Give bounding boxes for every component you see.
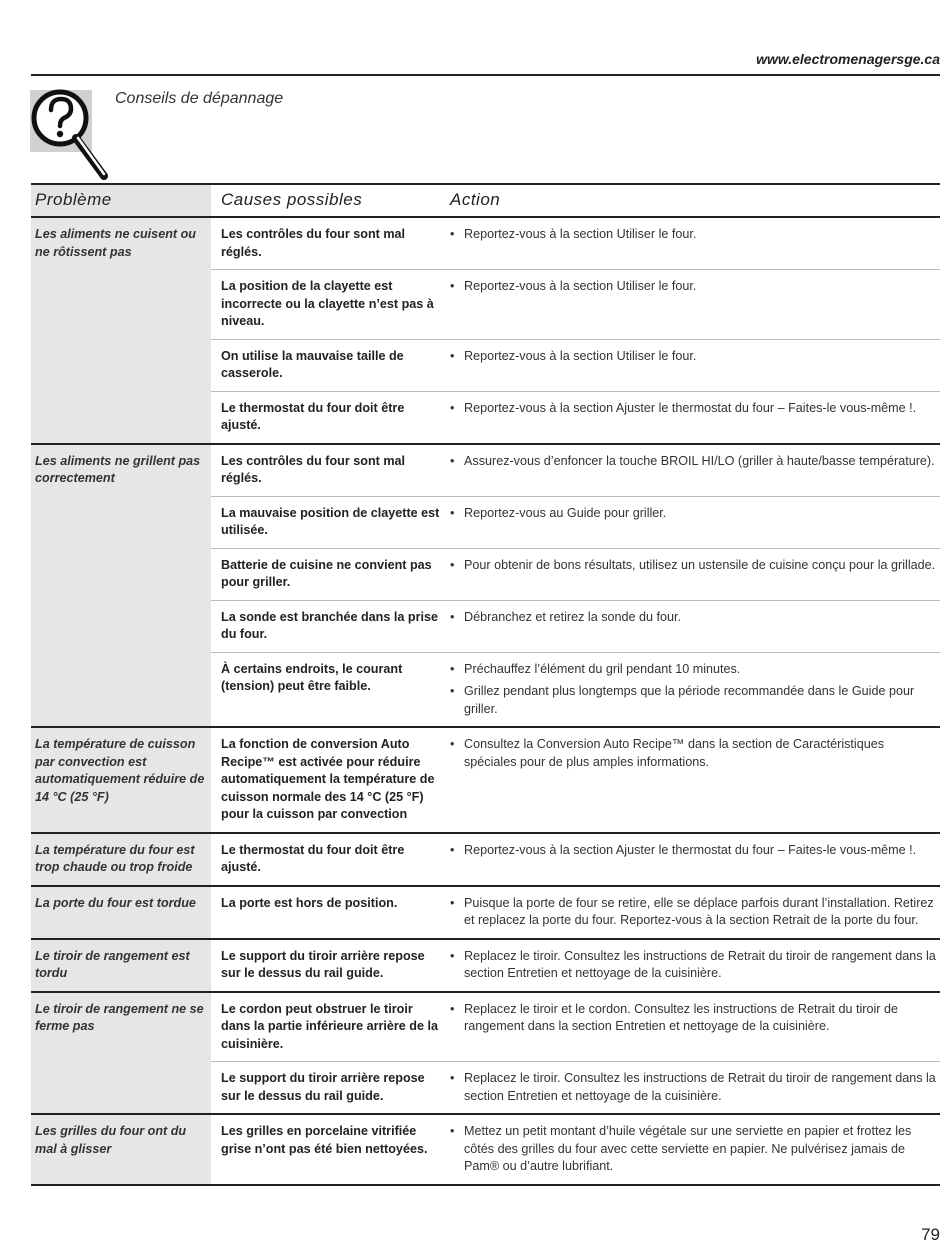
cause-cell: À certains endroits, le courant (tension) peut être faible.: [211, 652, 446, 727]
bullet-icon: •: [450, 1071, 455, 1085]
cause-cell: Le thermostat du four doit être ajusté.: [211, 833, 446, 886]
action-text: Replacez le tiroir. Consultez les instructions de Retrait du tiroir de rangement dans la section Entretien et nettoyage de la cuisinière.: [464, 1071, 936, 1103]
bullet-icon: •: [450, 400, 455, 415]
bullet-icon: •: [450, 227, 455, 241]
action-text: Reportez-vous à la section Ajuster le thermostat du four – Faites-le vous-même !.: [464, 842, 917, 857]
table-row: [31, 992, 940, 1062]
site-url[interactable]: www.electromenagersge.ca: [756, 51, 940, 67]
action-cell: [446, 939, 940, 992]
action-cell: [446, 1062, 940, 1115]
problem-cell: La température du four est trop chaude ou trop froide: [31, 833, 211, 886]
action-item: [450, 895, 936, 930]
cause-cell: On utilise la mauvaise taille de casserole.: [211, 339, 446, 391]
action-cell: [446, 992, 940, 1062]
action-item: [450, 400, 936, 418]
action-item: [450, 453, 936, 471]
action-cell: [446, 270, 940, 340]
bullet-icon: •: [450, 348, 455, 363]
bullet-icon: •: [450, 505, 455, 520]
action-item: [450, 683, 936, 718]
cause-cell: Les grilles en porcelaine vitrifiée grise n’ont pas été bien nettoyées.: [211, 1114, 446, 1185]
action-text: Reportez-vous à la section Utiliser le four.: [464, 227, 697, 241]
bullet-icon: •: [450, 279, 455, 293]
page-number: 79: [921, 1225, 940, 1244]
action-text: Débranchez et retirez la sonde du four.: [464, 609, 682, 624]
action-cell: [446, 600, 940, 652]
cause-cell: La position de la clayette est incorrecte ou la clayette n’est pas à niveau.: [211, 270, 446, 340]
table-row: [31, 886, 940, 939]
action-item: [450, 1001, 936, 1036]
cause-cell: La porte est hors de position.: [211, 886, 446, 939]
bullet-icon: •: [450, 609, 455, 624]
cause-cell: La fonction de conversion Auto Recipe™ est activée pour réduire automatiquement la température de cuisson normale des 14 °C (25 °F) pour la cuisson par convection: [211, 727, 446, 833]
action-cell: [446, 217, 940, 270]
action-text: Mettez un petit montant d’huile végétale sur une serviette en papier et frottez les côtés des grilles du four avec cette serviette en papier. Ne pulvérisez jamais de Pam® ou d’autre lubrifiant.: [464, 1124, 912, 1173]
column-header-problem: Problème: [31, 184, 211, 217]
action-text: Reportez-vous à la section Ajuster le thermostat du four – Faites-le vous-même !.: [464, 400, 917, 415]
action-text: Consultez la Conversion Auto Recipe™ dans la section de Caractéristiques spéciales pour de plus amples informations.: [464, 737, 885, 769]
top-rule: [31, 74, 940, 76]
action-text: Préchauffez l’élément du gril pendant 10 minutes.: [464, 661, 741, 676]
action-item: [450, 505, 936, 523]
cause-cell: Les contrôles du four sont mal réglés.: [211, 217, 446, 270]
column-header-causes: Causes possibles: [211, 184, 446, 217]
action-item: [450, 226, 936, 244]
problem-cell: Les aliments ne cuisent ou ne rôtissent pas: [31, 217, 211, 444]
action-text: Pour obtenir de bons résultats, utilisez un ustensile de cuisine conçu pour la grillade.: [464, 557, 936, 572]
problem-cell: Les grilles du four ont du mal à glisser: [31, 1114, 211, 1185]
question-magnifier-icon: [30, 88, 114, 184]
action-cell: [446, 339, 940, 391]
action-text: Assurez-vous d’enfoncer la touche BROIL HI/LO (griller à haute/basse température).: [464, 453, 935, 468]
action-cell: [446, 548, 940, 600]
bullet-icon: •: [450, 948, 455, 963]
table-row: [31, 727, 940, 833]
action-text: Puisque la porte de four se retire, elle se déplace parfois durant l’installation. Retirez et replacez la porte du four. Reportez-vous à la section Retrait de la porte du four.: [464, 895, 934, 927]
action-item: [450, 1123, 936, 1176]
action-item: [450, 736, 936, 771]
action-cell: [446, 886, 940, 939]
section-title: Conseils de dépannage: [115, 90, 284, 107]
action-item: [450, 609, 936, 627]
action-text: Replacez le tiroir. Consultez les instructions de Retrait du tiroir de rangement dans la section Entretien et nettoyage de la cuisinière.: [464, 948, 936, 980]
action-item: [450, 557, 936, 575]
bullet-icon: •: [450, 1001, 455, 1016]
bullet-icon: •: [450, 737, 455, 751]
table-row: [31, 939, 940, 992]
problem-cell: La température de cuisson par convection est automatiquement réduire de 14 °C (25 °F): [31, 727, 211, 833]
problem-cell: Le tiroir de rangement est tordu: [31, 939, 211, 992]
action-item: [450, 1070, 936, 1105]
action-text: Grillez pendant plus longtemps que la période recommandée dans le Guide pour griller.: [464, 684, 915, 716]
action-cell: [446, 391, 940, 444]
action-cell: [446, 444, 940, 497]
bullet-icon: •: [450, 1124, 455, 1138]
table-row: [31, 1114, 940, 1185]
bullet-icon: •: [450, 661, 455, 676]
bullet-icon: •: [450, 684, 455, 698]
troubleshooting-table: [31, 183, 940, 1186]
table-body: [31, 217, 940, 1185]
action-text: Reportez-vous à la section Utiliser le four.: [464, 348, 697, 363]
problem-cell: Le tiroir de rangement ne se ferme pas: [31, 992, 211, 1115]
action-text: Replacez le tiroir et le cordon. Consultez les instructions de Retrait du tiroir de rangement dans la section Entretien et nettoyage de la cuisinière.: [464, 1001, 898, 1033]
cause-cell: Le support du tiroir arrière repose sur le dessus du rail guide.: [211, 939, 446, 992]
cause-cell: Les contrôles du four sont mal réglés.: [211, 444, 446, 497]
problem-cell: Les aliments ne grillent pas correctement: [31, 444, 211, 728]
action-item: [450, 842, 936, 860]
action-item: [450, 348, 936, 366]
action-item: [450, 948, 936, 983]
table-row: [31, 217, 940, 270]
action-item: [450, 661, 936, 679]
cause-cell: Le thermostat du four doit être ajusté.: [211, 391, 446, 444]
bullet-icon: •: [450, 842, 455, 857]
bullet-icon: •: [450, 453, 455, 468]
bullet-icon: •: [450, 895, 455, 910]
action-item: [450, 278, 936, 296]
cause-cell: La mauvaise position de clayette est utilisée.: [211, 496, 446, 548]
action-text: Reportez-vous au Guide pour griller.: [464, 505, 667, 520]
action-text: Reportez-vous à la section Utiliser le four.: [464, 279, 697, 293]
action-cell: [446, 496, 940, 548]
action-cell: [446, 652, 940, 727]
problem-cell: La porte du four est tordue: [31, 886, 211, 939]
table-row: [31, 833, 940, 886]
cause-cell: Batterie de cuisine ne convient pas pour griller.: [211, 548, 446, 600]
action-cell: [446, 833, 940, 886]
bullet-icon: •: [450, 557, 455, 572]
cause-cell: La sonde est branchée dans la prise du four.: [211, 600, 446, 652]
action-cell: [446, 1114, 940, 1185]
cause-cell: Le support du tiroir arrière repose sur le dessus du rail guide.: [211, 1062, 446, 1115]
table-row: [31, 444, 940, 497]
action-cell: [446, 727, 940, 833]
column-header-action: Action: [446, 184, 940, 217]
cause-cell: Le cordon peut obstruer le tiroir dans la partie inférieure arrière de la cuisinière.: [211, 992, 446, 1062]
table-header-row: [31, 184, 940, 217]
